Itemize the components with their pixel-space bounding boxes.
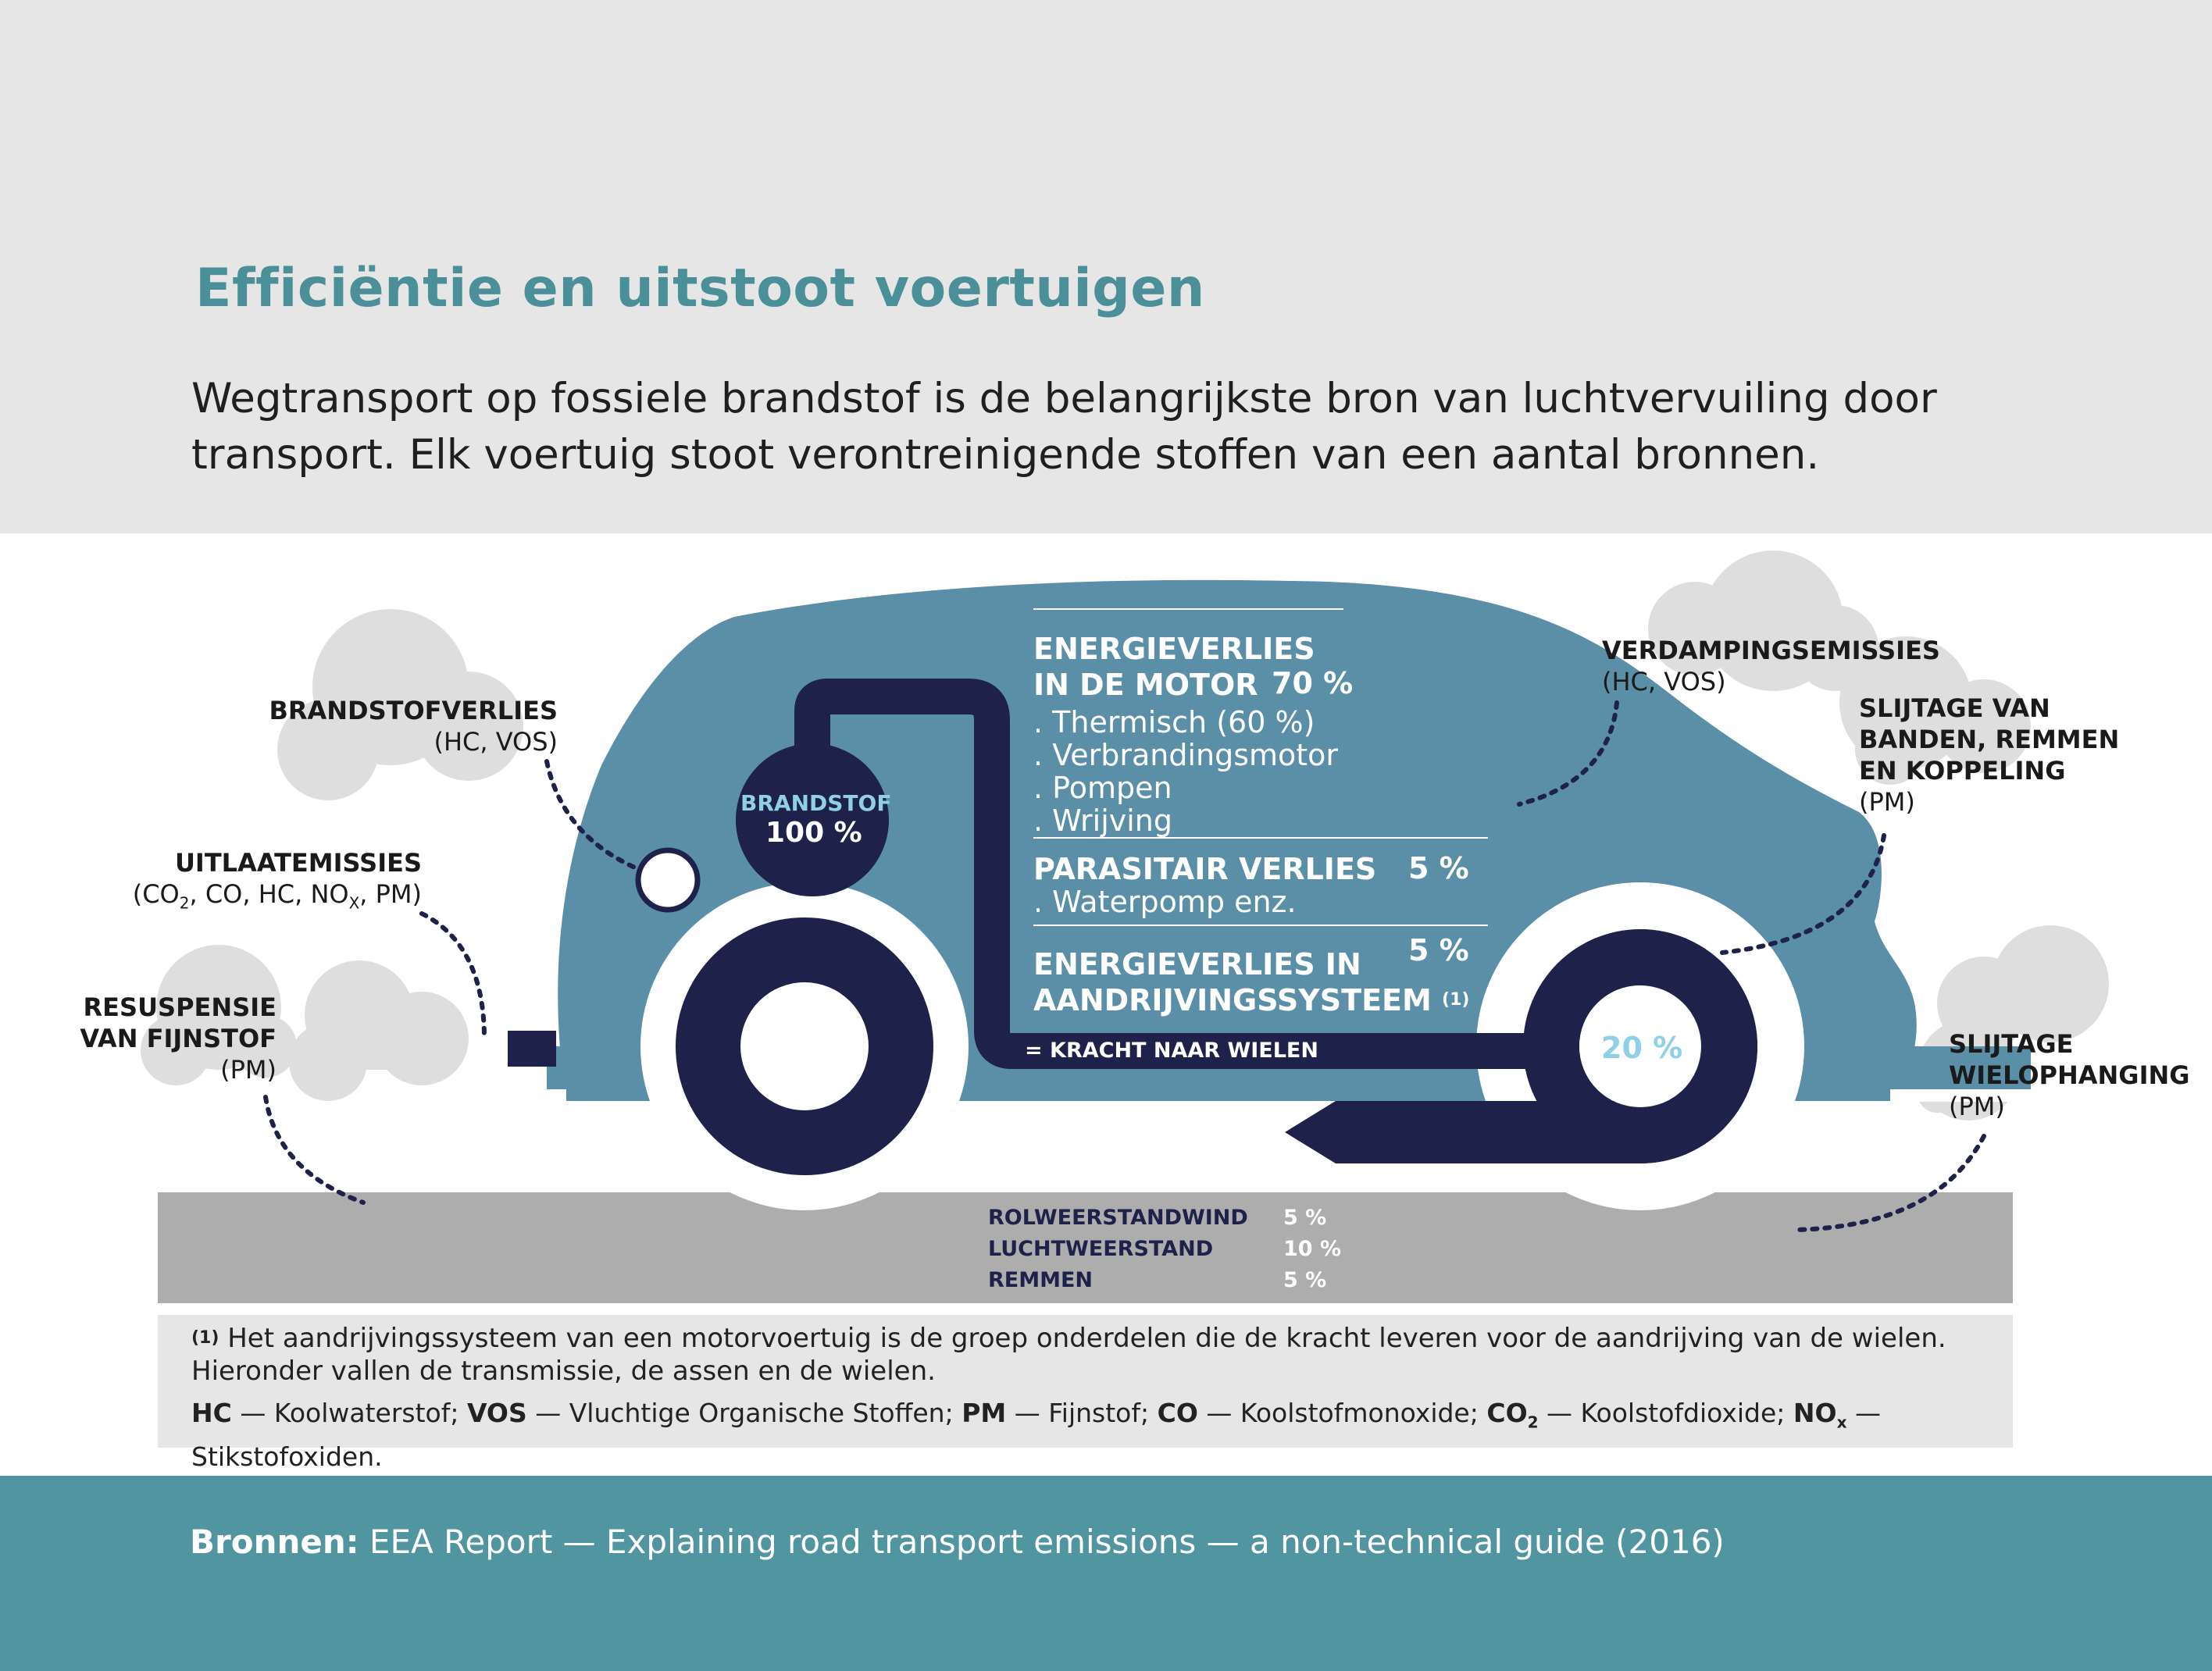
label-resuspension <box>47 992 276 1085</box>
label-wear-title-line3: EN KOPPELING <box>1859 756 2066 786</box>
abbr-definition: Fijnstof; <box>1048 1398 1150 1428</box>
abbr-definition: Koolstofdioxide; <box>1580 1398 1786 1428</box>
parasitic-loss-value: 5 % <box>1408 851 1469 885</box>
road-row-value: 5 % <box>1283 1206 1327 1230</box>
abbr-term: $CO_2$ <box>1486 1398 1539 1432</box>
abbr-term: $NO_x$ <box>1793 1398 1847 1432</box>
label-wear-title-line1: SLIJTAGE VAN <box>1859 693 2050 723</box>
label-evaporation-sub: (HC, VOS) <box>1602 667 1726 697</box>
label-fuel-loss <box>234 695 558 757</box>
engine-loss-value: 70 % <box>1272 666 1354 700</box>
fuel-cap-icon <box>638 850 697 910</box>
label-resuspension-title-line1: RESUSPENSIE <box>83 992 276 1022</box>
abbr-term: PM <box>962 1398 1007 1428</box>
tank-label: BRANDSTOF <box>740 790 892 816</box>
wheel-power-value: 20 % <box>1601 1031 1683 1065</box>
engine-loss-item: . Verbrandingsmotor <box>1033 738 1339 772</box>
footnote-text <box>191 1322 1988 1388</box>
drivetrain-loss-title-line2: AANDRIJVINGSSYSTEEM <box>1033 983 1432 1017</box>
abbr-definition: Koolstofmonoxide; <box>1240 1398 1479 1428</box>
abbr-definition: Vluchtige Organische Stoffen; <box>569 1398 954 1428</box>
drivetrain-loss-title-line1: ENERGIEVERLIES IN <box>1033 947 1361 982</box>
road-resistance-list <box>988 1202 1341 1296</box>
engine-loss-title-line1: ENERGIEVERLIES <box>1033 632 1315 666</box>
abbr-definition: Koolwaterstof; <box>273 1398 459 1428</box>
abbr-term: CO <box>1157 1398 1198 1428</box>
road-row-value: 10 % <box>1283 1237 1342 1261</box>
label-suspension <box>1949 1028 2190 1122</box>
front-wheel-hub <box>740 982 869 1110</box>
road-row-label: LUCHTWEERSTAND <box>988 1237 1214 1261</box>
footnote-marker: (1) <box>191 1328 219 1348</box>
label-exhaust <box>117 847 422 918</box>
abbr-term: VOS <box>466 1398 527 1428</box>
label-suspension-title-line1: SLIJTAGE <box>1949 1029 2074 1059</box>
chassis-gap-left <box>426 1089 566 1102</box>
label-evaporation-title: VERDAMPINGSEMISSIES <box>1602 636 1940 665</box>
label-fuel-loss-sub: (HC, VOS) <box>433 727 558 757</box>
footnote-line1: Het aandrijvingssysteem van een motorvoertuig is de groep onderdelen die de kracht leveren voor de aandrijving van de wielen. <box>227 1323 1946 1354</box>
road-row-value: 5 % <box>1283 1268 1327 1292</box>
abbr-definition: Stikstofoxiden. <box>191 1441 383 1472</box>
label-suspension-sub: (PM) <box>1949 1092 2005 1121</box>
parasitic-loss-title: PARASITAIR VERLIES <box>1033 852 1377 886</box>
road-row-label: ROLWEERSTANDWIND <box>988 1206 1248 1230</box>
drivetrain-loss-title <box>1033 946 1469 1018</box>
label-evaporation <box>1602 635 1940 697</box>
road-row <box>988 1265 1341 1296</box>
footer-band <box>0 1476 2212 1671</box>
exhaust-pipe <box>508 1031 556 1067</box>
sources-label: Bronnen: <box>190 1523 359 1561</box>
road-row-label: REMMEN <box>988 1268 1094 1292</box>
engine-loss-item: . Wrijving <box>1033 803 1173 838</box>
road-row <box>988 1234 1341 1265</box>
label-wear-sub: (PM) <box>1859 787 1915 817</box>
intro-text: Wegtransport op fossiele brandstof is de belangrijkste bron van luchtvervuiling door transport. Elk voertuig stoot verontreinigende stoffen van een aantal bronnen. <box>191 375 1937 479</box>
parasitic-loss-item: . Waterpomp enz. <box>1033 885 1297 919</box>
engine-loss-title-line2: IN DE MOTOR <box>1033 668 1258 702</box>
footnote-line2: Hieronder vallen de transmissie, de assen en de wielen. <box>191 1356 936 1387</box>
drivetrain-loss-value: 5 % <box>1408 933 1469 967</box>
label-resuspension-sub: (PM) <box>220 1055 276 1085</box>
engine-loss-list <box>1033 706 1338 837</box>
leader-resuspension <box>266 1097 363 1202</box>
sources-text: EEA Report — Explaining road transport emissions — a non-technical guide (2016) <box>369 1523 1725 1561</box>
label-resuspension-title-line2: VAN FIJNSTOF <box>80 1024 276 1053</box>
cloud-resuspension <box>289 960 469 1101</box>
page-title: Efficiëntie en uitstoot voertuigen <box>195 258 1205 319</box>
road-row <box>988 1202 1341 1234</box>
label-fuel-loss-title: BRANDSTOFVERLIES <box>269 696 558 725</box>
sources-line <box>190 1523 1725 1561</box>
footnote-marker: (1) <box>1442 990 1470 1010</box>
label-exhaust-sub: ($CO_2$, CO, HC, $NO_X$, PM) <box>132 879 422 913</box>
tank-value: 100 % <box>765 817 862 849</box>
abbreviation-legend: HC — Koolwaterstof; VOS — Vluchtige Organische Stoffen; PM — Fijnstof; CO — Koolstofmonoxide; $CO_2$ — Koolstofdioxide; $NO_x$ — Stikstofoxiden. <box>191 1398 1881 1472</box>
abbr-term: HC <box>191 1398 232 1428</box>
engine-loss-item: . Pompen <box>1033 771 1172 805</box>
engine-loss-item: . Thermisch (60 %) <box>1033 705 1315 739</box>
label-exhaust-title: UITLAATEMISSIES <box>174 848 422 878</box>
label-suspension-title-line2: WIELOPHANGING <box>1949 1060 2190 1090</box>
wheel-power-label: = KRACHT NAAR WIELEN <box>1025 1039 1318 1063</box>
label-wear <box>1859 693 2119 818</box>
label-wear-title-line2: BANDEN, REMMEN <box>1859 725 2120 754</box>
